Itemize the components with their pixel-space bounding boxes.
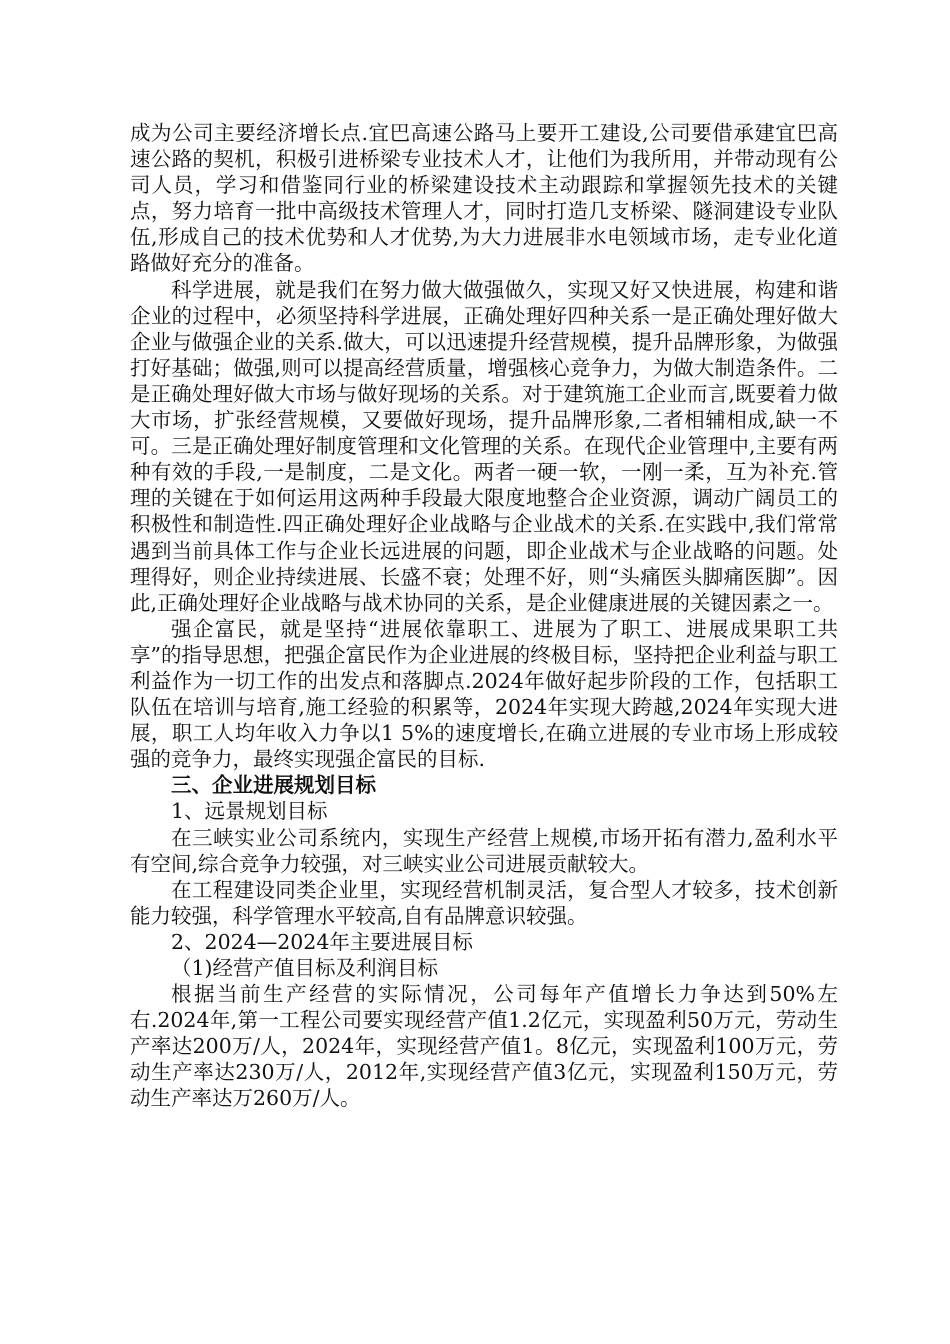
goals-item-output-profit: （1)经营产值目标及利润目标 — [171, 956, 439, 980]
paragraph-scientific-development: 科学进展，就是我们在努力做大做强做久，实现又好又快进展，构建和谐企业的过程中，必须坚持科学进展，正确处理好四种关系一是正确处理好做大企业与做强企业的关系.做大，可以迅速提升经营规模，提升品牌形象，为做强打好基础；做强,则可以提高经营质量，增强核心竞争力，为做大制造条件。二是正确处理好做大市场与做好现场的关系。对于建筑施工企业而言,既要着力做大市场，扩张经营规模，又要做好现场，提升品牌形象,二者相辅相成,缺一不可。三是正确处理好制度管理和文化管理的关系。在现代企业管理中,主要有两种有效的手段,一是制度，二是文化。两者一硬一软，一刚一柔，互为补充.管理的关键在于如何运用这两种手段最大限度地整合企业资源，调动广阔员工的积极性和制造性.四正确处理好企业战略与企业战术的关系.在实践中,我们常常遇到当前具体工作与企业长远进展的问题，即企业战术与企业战略的问题。处理得好，则企业持续进展、长盛不衰；处理不好，则“头痛医头脚痛医脚”。因此,正确处理好企业战略与战术协同的关系，是企业健康进展的关键因素之一。 — [130, 277, 838, 615]
document-page — [130, 120, 838, 1112]
subsection-heading-goals: 2、2024—2024年主要进展目标 — [171, 929, 473, 954]
paragraph-vision-2: 在工程建设同类企业里，实现经营机制灵活，复合型人才较多，技术创新能力较强，科学管理水平较高,自有品牌意识较强。 — [130, 877, 838, 928]
subsection-heading-vision: 1、远景规划目标 — [171, 799, 328, 824]
paragraph-strong-enterprise: 强企富民，就是坚持“进展依靠职工、进展为了职工、进展成果职工共享”的指导思想，把强企富民作为企业进展的终极目标，坚持把企业利益与职工利益作为一切工作的出发点和落脚点.2024年做好起步阶段的工作，包括职工队伍在培训与培育,施工经验的积累等，2024年实现大跨越,2024年实现大进展，职工人均年收入力争以1 5%的速度增长,在确立进展的专业市场上形成较强的竞争力，最终实现强企富民的目标. — [130, 616, 838, 772]
paragraph-tech-talent: 成为公司主要经济增长点.宜巴高速公路马上要开工建设,公司要借承建宜巴高速公路的契机，积极引进桥梁专业技术人才，让他们为我所用，并带动现有公司人员，学习和借鉴同行业的桥梁建设技术主动跟踪和掌握领先技术的关键点，努力培育一批中高级技术管理人才，同时打造几支桥梁、隧洞建设专业队伍,形成自己的技术优势和人才优势,为大力进展非水电领域市场，走专业化道路做好充分的准备。 — [130, 121, 838, 276]
paragraph-vision-1: 在三峡实业公司系统内，实现生产经营上规模,市场开拓有潜力,盈利水平有空间,综合竞争力较强，对三峡实业公司进展贡献较大。 — [130, 825, 838, 876]
section-heading: 三、企业进展规划目标 — [171, 773, 376, 798]
paragraph-output-targets: 根据当前生产经营的实际情况，公司每年产值增长力争达到50%左右.2024年,第一工程公司要实现经营产值1.2亿元，实现盈利50万元，劳动生产率达200万/人，2024年，实现经营产值1。8亿元，实现盈利100万元，劳动生产率达230万/人，2012年,实现经营产值3亿元，实现盈利150万元，劳动生产率达万260万/人。 — [130, 982, 838, 1111]
